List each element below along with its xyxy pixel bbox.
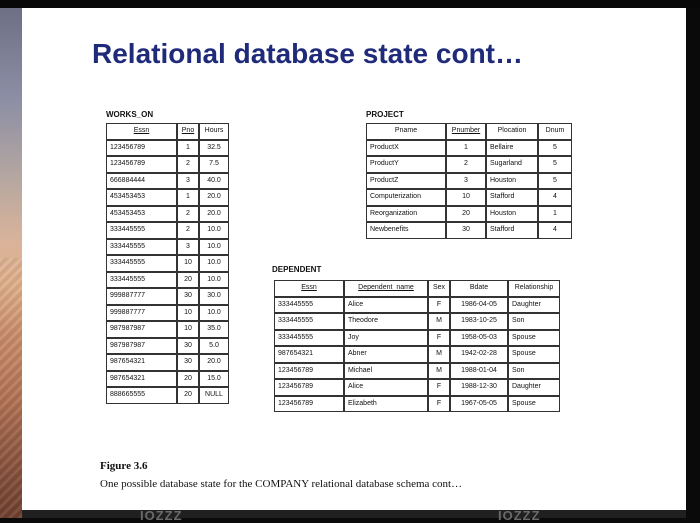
dependent-cell: 123456789	[274, 379, 344, 396]
works_on-cell: 10.0	[199, 305, 229, 322]
project-cell: 5	[538, 156, 572, 173]
project-cell: ProductY	[366, 156, 446, 173]
table-row	[274, 346, 560, 363]
table-row	[106, 371, 229, 388]
dependent-cell: Elizabeth	[344, 396, 428, 413]
works_on-cell: 10.0	[199, 255, 229, 272]
dependent-header-dependent-name: Dependent_name	[344, 280, 428, 297]
works_on-cell: 123456789	[106, 140, 177, 157]
dependent-cell: 1988-12-30	[450, 379, 508, 396]
table-row	[274, 313, 560, 330]
works_on-cell: 7.5	[199, 156, 229, 173]
works_on-cell: 999887777	[106, 288, 177, 305]
dependent-cell: Spouse	[508, 330, 560, 347]
table-row	[366, 156, 572, 173]
dependent-cell: Abner	[344, 346, 428, 363]
project-cell: 5	[538, 140, 572, 157]
dependent-cell: 1958-05-03	[450, 330, 508, 347]
dependent-cell: 123456789	[274, 363, 344, 380]
dependent-header-sex: Sex	[428, 280, 450, 297]
works_on-cell: 10.0	[199, 272, 229, 289]
project-cell: Computerization	[366, 189, 446, 206]
project-cell: Bellaire	[486, 140, 538, 157]
figure-label: Figure 3.6	[100, 460, 148, 472]
table-row	[106, 189, 229, 206]
dependent-cell: Daughter	[508, 379, 560, 396]
works_on-cell: 20	[177, 272, 199, 289]
works_on-cell: 30	[177, 288, 199, 305]
dependent-cell: 1986-04-05	[450, 297, 508, 314]
works_on-header-pno: Pno	[177, 123, 199, 140]
dependent-cell: 1983-10-25	[450, 313, 508, 330]
project-label: PROJECT	[366, 110, 404, 119]
project-header-dnum: Dnum	[538, 123, 572, 140]
dependent-cell: 1967-05-05	[450, 396, 508, 413]
table-row	[106, 321, 229, 338]
works_on-cell: 666884444	[106, 173, 177, 190]
dependent-cell: Spouse	[508, 396, 560, 413]
dependent-cell: Theodore	[344, 313, 428, 330]
table-row	[106, 338, 229, 355]
table-row	[366, 140, 572, 157]
works_on-header-essn: Essn	[106, 123, 177, 140]
works_on-header-hours: Hours	[199, 123, 229, 140]
dependent-cell: M	[428, 346, 450, 363]
window-bottom-bar	[22, 510, 686, 518]
dependent-header-essn: Essn	[274, 280, 344, 297]
dependent-label: DEPENDENT	[272, 265, 322, 274]
dependent-cell: F	[428, 379, 450, 396]
works_on-cell: 1	[177, 140, 199, 157]
project-cell: 4	[538, 189, 572, 206]
dependent-cell: Spouse	[508, 346, 560, 363]
dependent-cell: F	[428, 297, 450, 314]
dependent-cell: Alice	[344, 297, 428, 314]
works_on-cell: 999887777	[106, 305, 177, 322]
table-row	[106, 173, 229, 190]
project-header-pname: Pname	[366, 123, 446, 140]
dependent-table	[274, 280, 560, 412]
works_on-cell: 10.0	[199, 239, 229, 256]
slide-title: Relational database state cont…	[92, 38, 524, 69]
project-cell: Stafford	[486, 189, 538, 206]
table-row	[274, 330, 560, 347]
works_on-cell: 453453453	[106, 189, 177, 206]
project-cell: 3	[446, 173, 486, 190]
window-top-bar	[0, 0, 700, 8]
table-row	[366, 173, 572, 190]
works_on-cell: 20	[177, 371, 199, 388]
works_on-cell: 2	[177, 206, 199, 223]
works_on-cell: 333445555	[106, 239, 177, 256]
works_on-cell: 35.0	[199, 321, 229, 338]
table-row	[106, 272, 229, 289]
works-on-table	[106, 123, 229, 404]
table-row	[106, 255, 229, 272]
dependent-cell: 333445555	[274, 313, 344, 330]
dependent-header-relationship: Relationship	[508, 280, 560, 297]
window-right-edge	[686, 8, 700, 518]
works_on-cell: 1	[177, 189, 199, 206]
works_on-cell: 3	[177, 239, 199, 256]
works_on-cell: 15.0	[199, 371, 229, 388]
project-cell: 2	[446, 156, 486, 173]
dependent-cell: M	[428, 313, 450, 330]
project-cell: ProductZ	[366, 173, 446, 190]
dependent-cell: Son	[508, 363, 560, 380]
works_on-cell: 2	[177, 156, 199, 173]
works_on-cell: 987654321	[106, 371, 177, 388]
works_on-cell: 20.0	[199, 354, 229, 371]
works_on-cell: 20.0	[199, 206, 229, 223]
works_on-cell: 30	[177, 338, 199, 355]
dependent-cell: F	[428, 396, 450, 413]
dependent-cell: Daughter	[508, 297, 560, 314]
works_on-cell: 123456789	[106, 156, 177, 173]
table-row	[106, 387, 229, 404]
works_on-cell: 20	[177, 387, 199, 404]
works_on-cell: 30.0	[199, 288, 229, 305]
works_on-cell: 888665555	[106, 387, 177, 404]
works_on-cell: 30	[177, 354, 199, 371]
works_on-cell: 3	[177, 173, 199, 190]
works_on-cell: NULL	[199, 387, 229, 404]
works_on-cell: 453453453	[106, 206, 177, 223]
project-cell: 1	[538, 206, 572, 223]
table-row	[274, 363, 560, 380]
dependent-cell: Joy	[344, 330, 428, 347]
project-cell: 10	[446, 189, 486, 206]
dependent-cell: 1988-01-04	[450, 363, 508, 380]
works_on-cell: 40.0	[199, 173, 229, 190]
works_on-cell: 5.0	[199, 338, 229, 355]
dependent-cell: Alice	[344, 379, 428, 396]
table-row	[106, 239, 229, 256]
figure-caption: One possible database state for the COMPANY relational database schema cont…	[100, 478, 463, 490]
dependent-header-bdate: Bdate	[450, 280, 508, 297]
project-cell: 5	[538, 173, 572, 190]
works_on-cell: 20.0	[199, 189, 229, 206]
works_on-cell: 987987987	[106, 338, 177, 355]
project-header-plocation: Plocation	[486, 123, 538, 140]
works_on-cell: 10	[177, 321, 199, 338]
works_on-cell: 10	[177, 255, 199, 272]
dependent-cell: Son	[508, 313, 560, 330]
table-row	[106, 222, 229, 239]
works_on-cell: 987987987	[106, 321, 177, 338]
project-cell: 1	[446, 140, 486, 157]
project-cell: Stafford	[486, 222, 538, 239]
table-row	[106, 156, 229, 173]
project-cell: ProductX	[366, 140, 446, 157]
project-cell: Houston	[486, 173, 538, 190]
table-row	[106, 206, 229, 223]
project-cell: Sugarland	[486, 156, 538, 173]
project-cell: Newbenefits	[366, 222, 446, 239]
partial-text-right: IOZZZ	[498, 508, 541, 523]
project-cell: 30	[446, 222, 486, 239]
works_on-cell: 333445555	[106, 255, 177, 272]
table-row	[274, 297, 560, 314]
table-row	[274, 379, 560, 396]
table-row	[106, 140, 229, 157]
project-cell: 20	[446, 206, 486, 223]
works_on-cell: 32.5	[199, 140, 229, 157]
dependent-cell: M	[428, 363, 450, 380]
background-desert-image	[0, 8, 22, 518]
project-cell: 4	[538, 222, 572, 239]
dependent-cell: 333445555	[274, 297, 344, 314]
table-row	[366, 189, 572, 206]
dependent-cell: F	[428, 330, 450, 347]
dependent-cell: 987654321	[274, 346, 344, 363]
works_on-cell: 10.0	[199, 222, 229, 239]
project-header-pnumber: Pnumber	[446, 123, 486, 140]
table-row	[106, 305, 229, 322]
table-row	[106, 354, 229, 371]
dependent-cell: 1942-02-28	[450, 346, 508, 363]
table-row	[274, 396, 560, 413]
works_on-cell: 2	[177, 222, 199, 239]
works_on-cell: 987654321	[106, 354, 177, 371]
works_on-cell: 333445555	[106, 272, 177, 289]
works_on-cell: 10	[177, 305, 199, 322]
table-row	[366, 206, 572, 223]
slide	[22, 8, 686, 510]
dependent-cell: 123456789	[274, 396, 344, 413]
project-table	[366, 123, 572, 239]
project-cell: Houston	[486, 206, 538, 223]
works-on-label: WORKS_ON	[106, 110, 154, 119]
project-cell: Reorganization	[366, 206, 446, 223]
table-row	[106, 288, 229, 305]
table-row	[366, 222, 572, 239]
partial-text-left: IOZZZ	[140, 508, 183, 523]
dependent-cell: 333445555	[274, 330, 344, 347]
works_on-cell: 333445555	[106, 222, 177, 239]
dependent-cell: Michael	[344, 363, 428, 380]
